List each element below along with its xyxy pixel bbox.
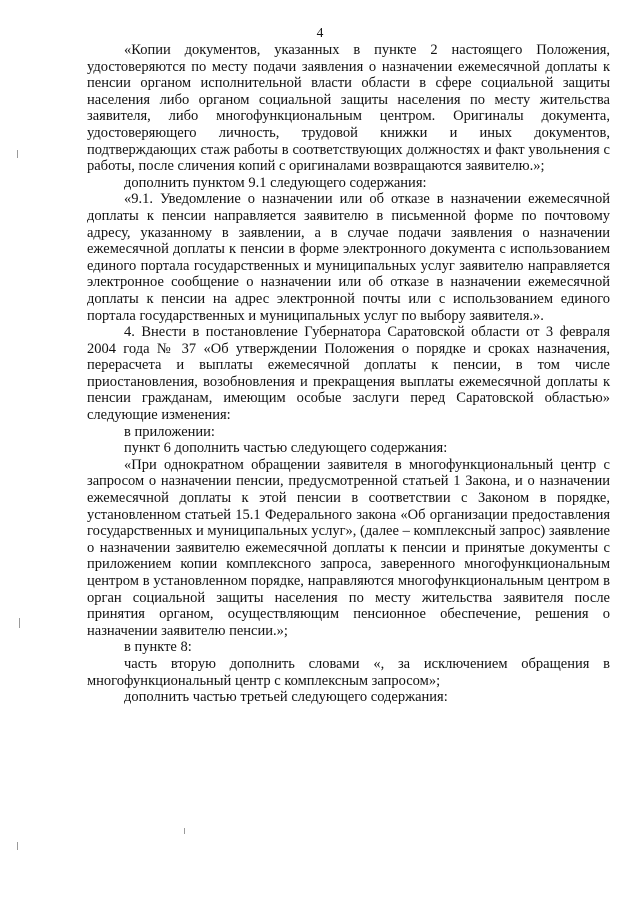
paragraph-add-item-9-1: дополнить пунктом 9.1 следующего содержания: (124, 174, 427, 191)
page-number: 4 (316, 25, 324, 40)
paragraph-item-4-amend-resolution: 4. Внести в постановление Губернатора Саратовской области от 3 февраля 2004 года № 37 «Об утверждении Положения о порядке и сроках назначения, перерасчета и выплаты ежемесячной доплаты к пенсии, в том числе приостановления, возобновления и прекращения выплаты ежемесячной доплаты к пенсии гражданам, имеющим особые заслуги перед Саратовской областью» следующие изменения: (87, 324, 610, 424)
paragraph-part-two-supplement: часть вторую дополнить словами «, за исключением обращения в многофункциональный центр с комплексным запросом»; (87, 655, 610, 689)
paragraph-in-appendix: в приложении: (124, 423, 215, 440)
scan-bottom-mark (184, 828, 185, 834)
paragraph-copies-certification: «Копии документов, указанных в пункте 2 настоящего Положения, удостоверяются по месту подачи заявления о назначении ежемесячной доплаты к пенсии органом исполнительной власти области в сфере социальной защиты населения либо органом социальной защиты населения по месту жительства заявителя, либо многофункциональным центром. Оригиналы документа, удостоверяющего личность, трудовой книжки и иных документов, подтверждающих стаж работы в соответствующих должностях и факт увольнения с работы, после сличения копий с оригиналами возвращаются заявителю.»; (87, 42, 610, 175)
paragraph-item-9-1-notification: «9.1. Уведомление о назначении или об отказе в назначении ежемесячной доплаты к пенсии направляется заявителю в письменной форме по почтовому адресу, указанному в заявлении, а в случае подачи заявления о назначении ежемесячной доплаты к пенсии в форме электронного документа с использованием единого портала государственных и муниципальных услуг заявителю направляется электронное сообщение о назначении или об отказе в назначении ежемесячной доплаты к пенсии на адрес электронной почты или с использованием единого портала государственных и муниципальных услуг по выбору заявителя.». (87, 191, 610, 324)
scan-margin-mark (17, 842, 18, 850)
paragraph-in-item-8: в пункте 8: (124, 639, 192, 656)
document-body (87, 42, 610, 706)
paragraph-part-three-supplement: дополнить частью третьей следующего содержания: (124, 689, 448, 706)
paragraph-complex-request: «При однократном обращении заявителя в многофункциональный центр с запросом о назначении пенсии, предусмотренной статьей 1 Закона, и о назначении ежемесячной доплаты к этой пенсии в соответствии с Законом в порядке, установленном статьей 15.1 Федерального закона «Об организации предоставления государственных и муниципальных услуг», (далее – комплексный запрос) заявление о назначении заявителю ежемесячной доплаты к пенсии и принятые документы с приложением копии комплексного запроса, заверенного многофункциональным центром в установленном порядке, направляются многофункциональным центром в орган социальной защиты населения по месту жительства заявителя после принятия органом, осуществляющим пенсионное обеспечение, решения о назначении заявителю пенсии.»; (87, 456, 610, 639)
scan-margin-mark (19, 618, 20, 628)
scan-margin-mark (17, 150, 18, 158)
paragraph-item-6-supplement: пункт 6 дополнить частью следующего содержания: (124, 440, 448, 457)
